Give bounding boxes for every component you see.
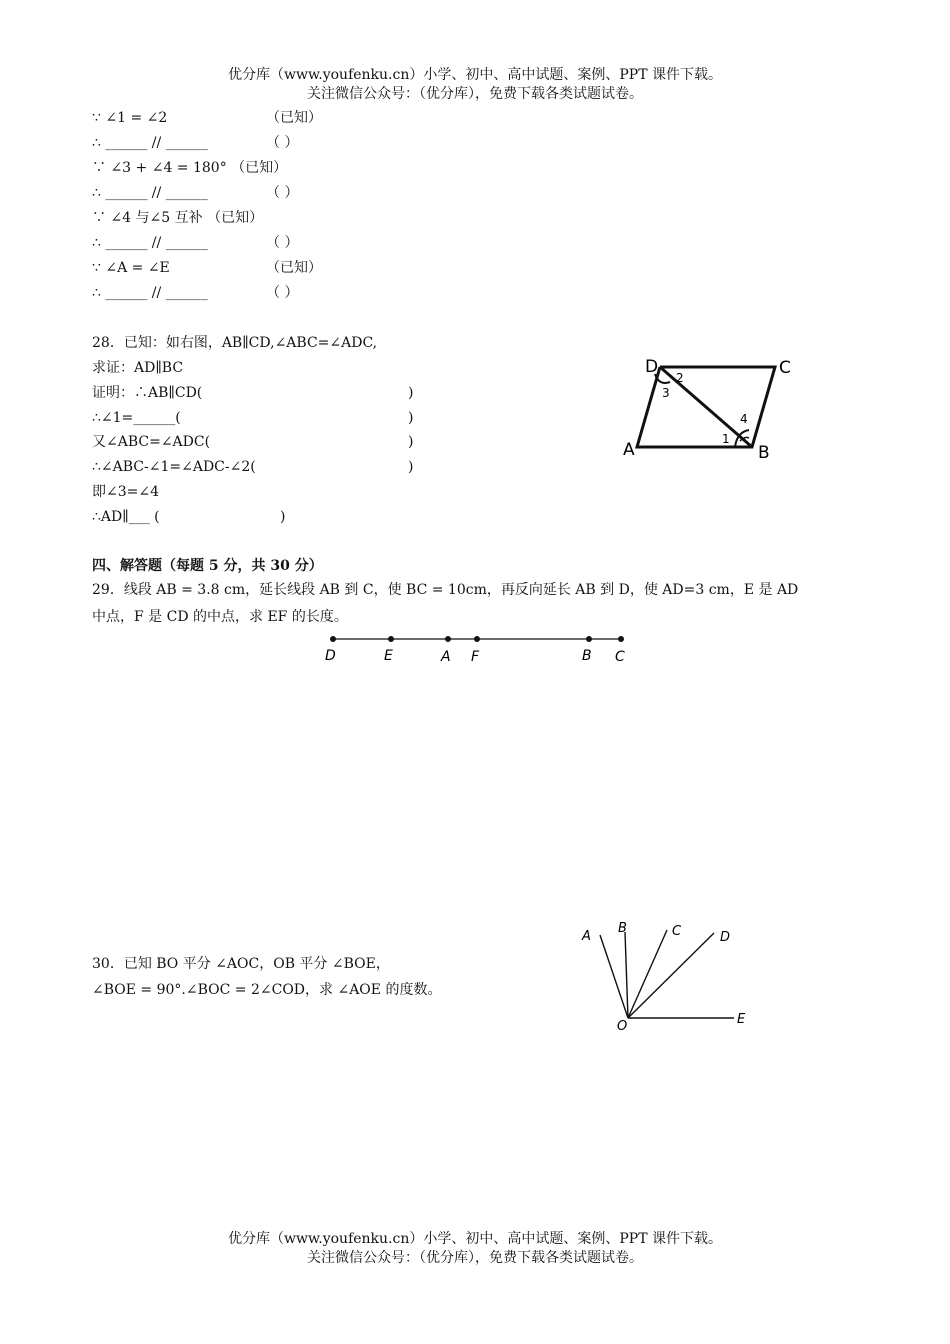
- q29-point-D: D: [325, 648, 336, 664]
- section-4-title: 四、解答题（每题 5 分，共 30 分）: [92, 558, 323, 574]
- q28-step-2: ∴∠1=______(: [92, 410, 181, 426]
- q27-stmt-4: ∴ ______ // ______: [92, 185, 208, 201]
- q28-step-2-end: ): [408, 410, 414, 426]
- q30-line-1: 30．已知 BO 平分 ∠AOC，OB 平分 ∠BOE，: [92, 956, 390, 972]
- q29-point-E: E: [384, 648, 393, 664]
- q28-prove: 求证：AD∥BC: [92, 360, 184, 376]
- q27-stmt-2: ∴ ______ // ______: [92, 135, 208, 151]
- q27-stmt-1: ∵ ∠1 = ∠2: [92, 110, 168, 126]
- q27-reason-7: （已知）: [266, 260, 322, 276]
- q28-step-6: ∴AD∥___ (: [92, 509, 160, 525]
- q30-label-O: O: [617, 1019, 628, 1034]
- q27-reason-4: （ ）: [266, 185, 299, 201]
- q27-stmt-5: ∵ ∠4 与∠5 互补 （已知）: [92, 210, 264, 226]
- q28-step-4: ∴∠ABC-∠1=∠ADC-∠2(: [92, 459, 256, 475]
- q28-step-4-end: ): [408, 459, 414, 475]
- q28-label-1: 1: [722, 432, 730, 446]
- q30-angle-figure: [570, 915, 760, 1040]
- q28-label-C: C: [779, 358, 791, 378]
- q30-label-C: C: [672, 924, 682, 939]
- q27-stmt-7: ∵ ∠A = ∠E: [92, 260, 170, 276]
- q27-reason-6: （ ）: [266, 235, 299, 251]
- q27-stmt-6: ∴ ______ // ______: [92, 235, 208, 251]
- footer-line-2: 关注微信公众号：（优分库），免费下载各类试题试卷。: [307, 1250, 643, 1266]
- q30-label-A: A: [582, 929, 591, 944]
- q28-step-3-end: ): [408, 434, 414, 450]
- q27-stmt-8: ∴ ______ // ______: [92, 285, 208, 301]
- q29-line-1: 29．线段 AB = 3.8 cm，延长线段 AB 到 C，使 BC = 10cm，再反向延长 AB 到 D，使 AD=3 cm，E 是 AD: [92, 582, 799, 598]
- q28-label-D: D: [645, 357, 659, 377]
- header-line-1: 优分库（www.youfenku.cn）小学、初中、高中试题、案例、PPT 课件下载。: [227, 67, 722, 83]
- q28-parallelogram-figure: [615, 350, 805, 465]
- q30-label-E: E: [737, 1012, 746, 1027]
- q28-label-4: 4: [740, 412, 748, 426]
- footer-line-1: 优分库（www.youfenku.cn）小学、初中、高中试题、案例、PPT 课件下载。: [227, 1231, 722, 1247]
- q29-segment-figure: [320, 628, 640, 670]
- q30-label-D: D: [720, 930, 731, 945]
- q27-stmt-3: ∵ ∠3 + ∠4 = 180° （已知）: [92, 160, 288, 176]
- header-line-2: 关注微信公众号：（优分库），免费下载各类试题试卷。: [307, 86, 643, 102]
- q28-step-1-end: ): [408, 385, 414, 401]
- q29-point-A: A: [441, 649, 451, 665]
- q29-point-B: B: [582, 648, 592, 664]
- q28-label-3: 3: [662, 386, 670, 400]
- q29-point-F: F: [471, 649, 480, 665]
- q28-label-2: 2: [676, 371, 684, 385]
- q27-reason-8: （ ）: [266, 285, 299, 301]
- q28-label-A: A: [623, 440, 635, 460]
- q30-label-B: B: [618, 921, 627, 936]
- q30-line-2: ∠BOE = 90°.∠BOC = 2∠COD，求 ∠AOE 的度数。: [92, 982, 442, 998]
- q27-reason-1: （已知）: [266, 110, 322, 126]
- q27-reason-2: （ ）: [266, 135, 299, 151]
- q28-given: 28．已知：如右图，AB∥CD,∠ABC=∠ADC,: [92, 335, 378, 351]
- q28-step-5: 即∠3=∠4: [92, 484, 160, 500]
- q29-line-2: 中点，F 是 CD 的中点，求 EF 的长度。: [92, 609, 348, 625]
- q28-step-1: 证明：∴AB∥CD(: [92, 385, 203, 401]
- q29-point-C: C: [615, 649, 625, 665]
- q28-step-3: 又∠ABC=∠ADC(: [92, 434, 211, 450]
- q28-step-6-end: ): [280, 509, 286, 525]
- q28-label-B: B: [758, 443, 770, 463]
